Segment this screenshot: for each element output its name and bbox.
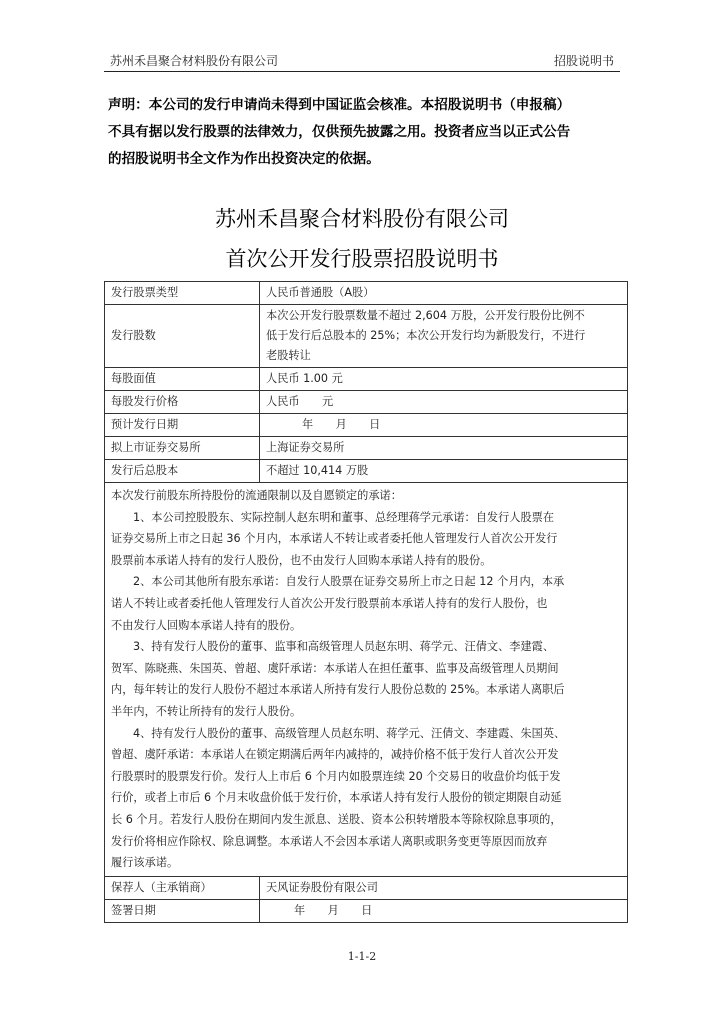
commitment-line: 1、本公司控股股东、实际控制人赵东明和董事、总经理蒋学元承诺：自发行人股票在 — [133, 510, 555, 524]
par-value-value: 人民币 1.00 元 — [260, 368, 628, 391]
issue-date-label: 预计发行日期 — [105, 414, 260, 437]
stock-type-value: 人民币普通股（A股） — [260, 282, 628, 305]
total-shares-label: 发行后总股本 — [105, 460, 260, 483]
shares-label: 发行股数 — [105, 305, 260, 368]
commitment-line: 内，每年转让的发行人股份不超过本承诺人所持有发行人股份总数的 25%。本承诺人离职后 — [111, 683, 565, 697]
table-row — [105, 460, 628, 483]
commitment-line: 诺人不转让或者委托他人管理发行人首次公开发行股票前本承诺人持有的发行人股份，也 — [111, 596, 548, 610]
table-row — [105, 391, 628, 414]
disclaimer-notice — [108, 92, 628, 173]
sign-date-label: 签署日期 — [105, 899, 260, 922]
commitment-line: 发行价将相应作除权、除息调整。本承诺人不会因本承诺人离职或职务变更等原因而放弃 — [111, 834, 548, 848]
commitment-line: 半年内，不转让所持有的发行人股份。 — [111, 704, 302, 718]
table-row — [105, 483, 628, 877]
header-divider — [104, 71, 620, 72]
commitment-line: 长 6 个月。若发行人股份在期间内发生派息、送股、资本公积转增股本等除权除息事项的， — [111, 812, 562, 826]
notice-line: 声明：本公司的发行申请尚未得到中国证监会核准。本招股说明书（申报稿） — [108, 97, 571, 113]
sponsor-value: 天风证券股份有限公司 — [260, 876, 628, 899]
document-title-prospectus: 首次公开发行股票招股说明书 — [225, 247, 499, 271]
shares-value-line: 老股转让 — [266, 349, 311, 362]
commitment-line: 曾超、虞阡承诺：本承诺人在锁定期满后两年内减持的，减持价格不低于发行人首次公开发 — [111, 748, 559, 762]
table-row — [105, 368, 628, 391]
notice-line: 的招股说明书全文作为作出投资决定的依据。 — [108, 151, 380, 167]
commitment-line: 证券交易所上市之日起 36 个月内，本承诺人不转让或者委托他人管理发行人首次公开发行 — [111, 532, 558, 546]
table-row — [105, 305, 628, 368]
header-company-name: 苏州禾昌聚合材料股份有限公司 — [110, 54, 279, 68]
commitment-line: 行股票时的股票发行价。发行人上市后 6 个月内如股票连续 20 个交易日的收盘价均低于发 — [111, 769, 561, 783]
exchange-label: 拟上市证券交易所 — [105, 437, 260, 460]
commitment-line: 3、持有发行人股份的董事、监事和高级管理人员赵东明、蒋学元、汪倩文、李建霞、 — [133, 640, 555, 654]
par-value-label: 每股面值 — [105, 368, 260, 391]
sponsor-label: 保荐人（主承销商） — [105, 876, 260, 899]
shares-value-line: 本次公开发行股票数量不超过 2,604 万股，公开发行股份比例不 — [266, 309, 585, 322]
table-row — [105, 282, 628, 305]
total-shares-value: 不超过 10,414 万股 — [260, 460, 628, 483]
sign-date-value: 年 月 日 — [260, 899, 628, 922]
issue-date-value: 年 月 日 — [260, 414, 628, 437]
document-title-company: 苏州禾昌聚合材料股份有限公司 — [215, 207, 509, 231]
commitment-line: 不由发行人回购本承诺人持有的股份。 — [111, 618, 302, 632]
header-document-type: 招股说明书 — [553, 54, 614, 68]
table-row — [105, 414, 628, 437]
commitment-line: 股票前本承诺人持有的发行人股份，也不由发行人回购本承诺人持有的股份。 — [111, 553, 492, 567]
issue-price-label: 每股发行价格 — [105, 391, 260, 414]
table-row — [105, 876, 628, 899]
commitment-line: 行价，或者上市后 6 个月末收盘价低于发行价，本承诺人持有发行人股份的锁定期限自动延 — [111, 791, 562, 805]
shares-value-line: 低于发行后总股本的 25%；本次公开发行均为新股发行，不进行 — [266, 329, 586, 342]
offering-info-table — [104, 281, 628, 923]
shares-value — [260, 305, 628, 368]
issue-price-value: 人民币 元 — [260, 391, 628, 414]
page-number: 1-1-2 — [347, 950, 377, 963]
table-row — [105, 899, 628, 922]
commitment-line: 2、本公司其他所有股东承诺：自发行人股票在证券交易所上市之日起 12 个月内，本承 — [133, 575, 565, 589]
stock-type-label: 发行股票类型 — [105, 282, 260, 305]
commitment-line: 本次发行前股东所持股份的流通限制以及自愿锁定的承诺： — [111, 489, 402, 502]
notice-line: 不具有据以发行股票的法律效力，仅供预先披露之用。投资者应当以正式公告 — [108, 124, 571, 140]
exchange-value: 上海证券交易所 — [260, 437, 628, 460]
commitment-line: 贺军、陈晓燕、朱国英、曾超、虞阡承诺：本承诺人在担任董事、监事及高级管理人员期间 — [111, 661, 559, 675]
lockup-commitment — [105, 483, 628, 877]
commitment-line: 4、持有发行人股份的董事、高级管理人员赵东明、蒋学元、汪倩文、李建霞、朱国英、 — [133, 726, 566, 740]
commitment-line: 履行该承诺。 — [111, 856, 179, 870]
table-row — [105, 437, 628, 460]
